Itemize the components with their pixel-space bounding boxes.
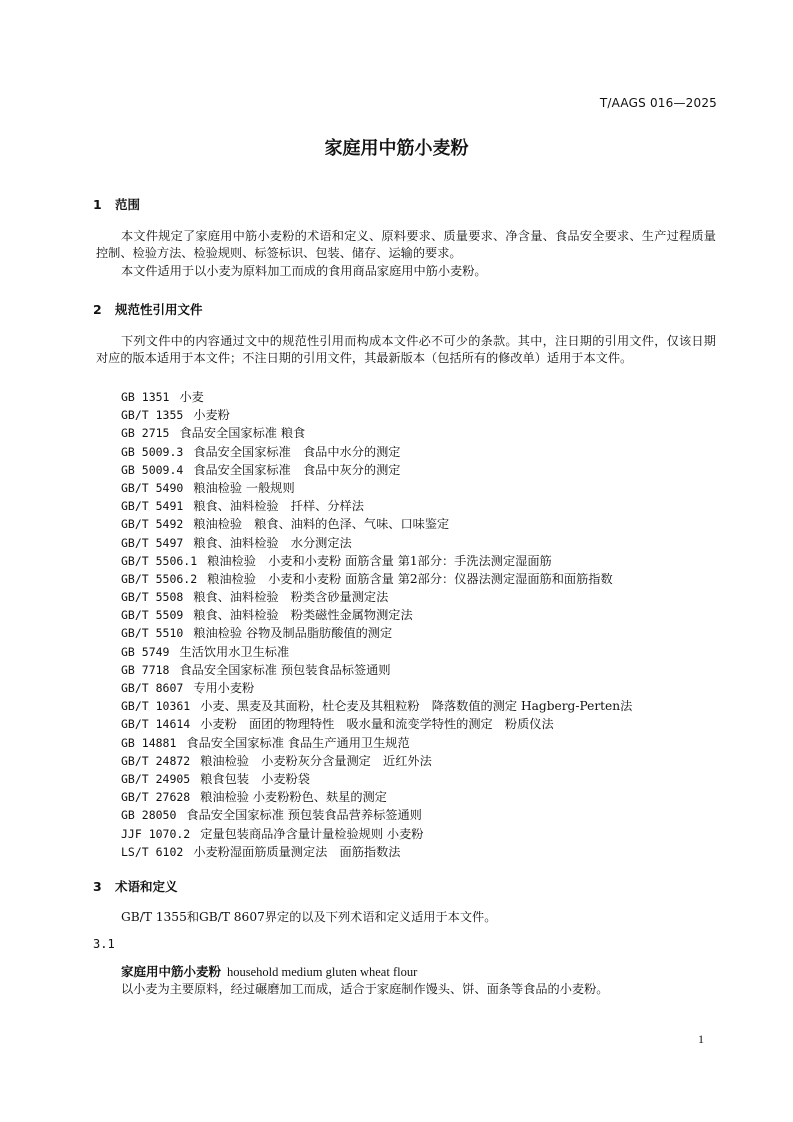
reference-code: GB 28050 — [121, 808, 177, 823]
list-item — [121, 497, 632, 515]
standard-number: T/AAGS 016—2025 — [599, 96, 717, 110]
term-number: 3.1 — [93, 937, 115, 951]
list-item — [121, 825, 632, 843]
list-item — [121, 624, 632, 642]
section-title: 术语和定义 — [115, 879, 178, 894]
section-heading-terms — [93, 877, 178, 895]
list-item — [121, 552, 632, 570]
reference-title: 粮油检验 一般规则 — [193, 480, 295, 495]
list-item — [121, 443, 632, 461]
list-item — [121, 734, 632, 752]
list-item — [121, 752, 632, 770]
reference-code: LS/T 6102 — [121, 844, 184, 859]
list-item — [121, 643, 632, 661]
list-item — [121, 515, 632, 533]
list-item — [121, 843, 632, 861]
section-title: 规范性引用文件 — [115, 302, 203, 317]
reference-title: 粮油检验 粮食、油料的色泽、气味、口味鉴定 — [193, 517, 450, 532]
list-item — [121, 388, 632, 406]
scope-paragraph-2: 本文件适用于以小麦为原料加工而成的食用商品家庭用中筋小麦粉。 — [121, 264, 487, 278]
section-number: 3 — [93, 879, 102, 894]
list-item — [121, 479, 632, 497]
term-entry — [121, 962, 417, 980]
list-item — [121, 715, 632, 733]
reference-code: GB 1351 — [121, 390, 170, 404]
reference-title: 食品安全国家标准 预包装食品营养标签通则 — [186, 808, 422, 823]
reference-title: 食品安全国家标准 食品中水分的测定 — [193, 444, 401, 459]
reference-title: 小麦粉 — [193, 408, 230, 423]
reference-code: GB/T 24872 — [121, 753, 191, 768]
section-number: 2 — [93, 302, 102, 317]
reference-code: GB/T 5497 — [121, 535, 184, 550]
reference-title: 粮油检验 小麦和小麦粉 面筋含量 第1部分：手洗法测定湿面筋 — [207, 553, 552, 568]
reference-code: GB 5009.3 — [121, 444, 184, 459]
reference-code: GB 7718 — [121, 662, 170, 677]
reference-code: GB 2715 — [121, 426, 170, 441]
list-item — [121, 697, 632, 715]
reference-code: GB 5009.4 — [121, 462, 184, 477]
reference-title: 专用小麦粉 — [193, 681, 255, 695]
reference-title: 粮食、油料检验 水分测定法 — [193, 535, 352, 550]
list-item — [121, 461, 632, 479]
reference-title: 粮食、油料检验 粉类磁性金属物测定法 — [193, 608, 413, 623]
term-definition: 以小麦为主要原料，经过碾磨加工而成，适合于家庭制作馒头、饼、面条等食品的小麦粉。 — [121, 982, 609, 996]
list-item — [121, 534, 632, 552]
reference-title: 粮油检验 小麦和小麦粉 面筋含量 第2部分：仪器法测定湿面筋和面筋指数 — [207, 571, 613, 586]
reference-title: 粮食包装 小麦粉袋 — [200, 771, 310, 786]
list-item — [121, 806, 632, 824]
section-heading-scope — [93, 195, 140, 213]
reference-code: GB/T 1355 — [121, 408, 184, 423]
section-title: 范围 — [115, 197, 141, 212]
reference-code: GB/T 5506.2 — [121, 571, 198, 586]
list-item — [121, 588, 632, 606]
reference-code: GB/T 5508 — [121, 590, 184, 605]
page-number: 1 — [698, 1032, 704, 1046]
reference-code: GB/T 14614 — [121, 717, 191, 732]
list-item — [121, 661, 632, 679]
reference-title: 小麦粉湿面筋质量测定法 面筋指数法 — [193, 844, 401, 859]
reference-list — [121, 388, 632, 861]
reference-title: 小麦、黑麦及其面粉，杜仑麦及其粗粒粉 降落数值的测定 Hagberg-Perten法 — [200, 699, 633, 714]
reference-title: 食品安全国家标准 粮食 — [179, 426, 306, 441]
reference-code: GB/T 24905 — [121, 771, 191, 786]
reference-title: 小麦 — [179, 390, 204, 404]
section-number: 1 — [93, 197, 102, 212]
reference-code: GB/T 5492 — [121, 517, 184, 532]
list-item — [121, 788, 632, 806]
normative-intro: 下列文件中的内容通过文中的规范性引用而构成本文件必不可少的条款。其中，注日期的引用文件，仅该日期对应的版本适用于本文件；不注日期的引用文件，其最新版本（包括所有的修改单）适用于本文件。 — [96, 334, 716, 365]
reference-title: 粮油检验 小麦粉粉色、麸星的测定 — [200, 790, 387, 805]
reference-code: GB/T 10361 — [121, 699, 191, 714]
terms-intro: GB/T 1355和GB/T 8607界定的以及下列术语和定义适用于本文件。 — [121, 910, 497, 924]
list-item — [121, 424, 632, 442]
document-title: 家庭用中筋小麦粉 — [324, 138, 469, 159]
reference-title: 粮食、油料检验 扦样、分样法 — [193, 499, 364, 514]
list-item — [121, 570, 632, 588]
list-item — [121, 606, 632, 624]
section-heading-normative-references — [93, 300, 203, 318]
reference-code: GB/T 5510 — [121, 626, 184, 641]
reference-code: GB/T 27628 — [121, 790, 191, 805]
reference-title: 粮食、油料检验 粉类含砂量测定法 — [193, 590, 389, 605]
reference-title: 食品安全国家标准 食品生产通用卫生规范 — [186, 735, 410, 750]
reference-title: 生活饮用水卫生标准 — [179, 644, 290, 659]
reference-title: 小麦粉 面团的物理特性 吸水量和流变学特性的测定 粉质仪法 — [200, 717, 554, 732]
reference-code: GB/T 5509 — [121, 608, 184, 623]
list-item — [121, 679, 632, 697]
reference-title: 食品安全国家标准 预包装食品标签通则 — [179, 662, 391, 677]
reference-title: 食品安全国家标准 食品中灰分的测定 — [193, 462, 401, 477]
scope-paragraph-1: 本文件规定了家庭用中筋小麦粉的术语和定义、原料要求、质量要求、净含量、食品安全要求、生产过程质量控制、检验方法、检验规则、标签标识、包装、储存、运输的要求。 — [96, 229, 716, 260]
reference-code: GB 14881 — [121, 735, 177, 750]
reference-code: GB/T 5506.1 — [121, 553, 198, 568]
list-item — [121, 770, 632, 788]
reference-title: 定量包装商品净含量计量检验规则 小麦粉 — [200, 826, 424, 841]
term-english: household medium gluten wheat flour — [227, 965, 418, 979]
reference-title: 粮油检验 小麦粉灰分含量测定 近红外法 — [200, 753, 432, 768]
reference-code: GB 5749 — [121, 644, 170, 659]
reference-code: JJF 1070.2 — [121, 826, 191, 841]
reference-title: 粮油检验 谷物及制品脂肪酸值的测定 — [193, 626, 393, 641]
reference-code: GB/T 5491 — [121, 499, 184, 514]
list-item — [121, 406, 632, 424]
reference-code: GB/T 5490 — [121, 480, 184, 495]
term-chinese: 家庭用中筋小麦粉 — [121, 964, 222, 979]
reference-code: GB/T 8607 — [121, 681, 184, 695]
